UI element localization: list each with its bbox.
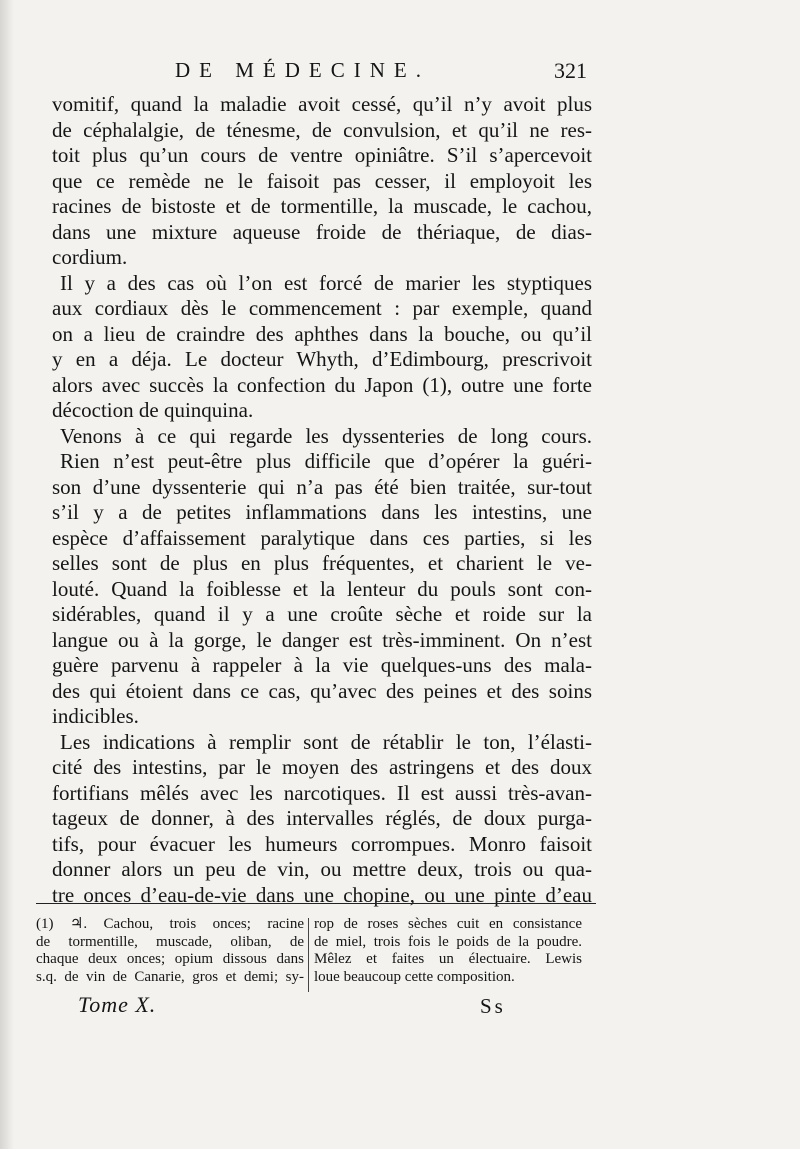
text-line: de céphalalgie, de ténesme, de convulsion, et qu’il ne res- <box>52 117 592 142</box>
text-line: Les indications à remplir sont de rétablir le ton, l’élasti- <box>60 729 592 754</box>
footnote-left-column <box>36 916 304 986</box>
text-line: tre onces d’eau-de-vie dans une chopine, ou une pinte d’eau <box>52 882 592 907</box>
footnote <box>36 916 596 996</box>
text-line: cité des intestins, par le moyen des astringens et des doux <box>52 755 592 779</box>
footnote-line: (1) ♃. Cachou, trois onces; racine <box>36 916 304 932</box>
footnote-line: loue beaucoup cette composition. <box>314 968 515 985</box>
text-line: vomitif, quand la maladie avoit cessé, qu’il n’y avoit plus <box>52 92 592 116</box>
text-line: des qui étoient dans ce cas, qu’avec des peines et des soins <box>52 678 592 703</box>
footnote-line: s.q. de vin de Canarie, gros et demi; sy- <box>36 968 304 985</box>
footnote-right-column <box>314 916 582 986</box>
footnote-line: Mêlez et faites un électuaire. Lewis <box>314 951 582 967</box>
text-line: Il y a des cas où l’on est forcé de marier les styptiques <box>60 270 592 295</box>
footnote-line: de miel, trois fois le poids de la poudre. <box>314 933 582 950</box>
text-line: guère parvenu à rappeler à la vie quelques-uns des mala- <box>52 653 592 677</box>
footnote-line: rop de roses sèches cuit en consistance <box>314 916 582 932</box>
text-line: cordium. <box>52 245 128 269</box>
text-line: langue ou à la gorge, le danger est très-imminent. On n’est <box>52 627 592 652</box>
text-line: racines de bistoste et de tormentille, la muscade, le cachou, <box>52 194 592 218</box>
page-number: 321 <box>554 58 587 83</box>
text-line: donner alors un peu de vin, ou mettre deux, trois ou qua- <box>52 857 592 881</box>
text-line: tageux de donner, à des intervalles réglés, de doux purga- <box>52 806 592 830</box>
text-line: y en a déja. Le docteur Whyth, d’Edimbourg, prescrivoit <box>52 347 592 371</box>
text-line: fortifians mêlés avec les narcotiques. Il est aussi très-avan- <box>52 780 592 805</box>
text-line: que ce remède ne le faisoit pas cesser, il employoit les <box>52 168 592 193</box>
text-line: sidérables, quand il y a une croûte sèche et roide sur la <box>52 602 592 626</box>
footnote-line: de tormentille, muscade, oliban, de <box>36 933 304 950</box>
text-line: décoction de quinquina. <box>52 398 254 422</box>
text-line: selles sont de plus en plus fréquentes, et charient le ve- <box>52 551 592 575</box>
running-head <box>55 58 595 90</box>
text-line: Venons à ce qui regarde les dyssenteries de long cours. <box>60 423 592 448</box>
text-line: on a lieu de craindre des aphthes dans la bouche, ou qu’il <box>52 321 592 346</box>
text-line: son d’une dyssenterie qui n’a pas été bien traitée, sur-tout <box>52 474 592 499</box>
footnote-line: chaque deux onces; opium dissous dans <box>36 951 304 967</box>
text-line: s’il y a de petites inflammations dans les intestins, une <box>52 500 592 524</box>
text-line: espèce d’affaissement paralytique dans ces parties, si les <box>52 525 592 550</box>
text-line: aux cordiaux dès le commencement : par exemple, quand <box>52 296 592 320</box>
running-title: DE MÉDECINE. <box>175 58 430 82</box>
text-line: dans une mixture aqueuse froide de thériaque, de dias- <box>52 219 592 244</box>
footnote-rule <box>36 903 596 904</box>
binding-shadow <box>0 0 14 1149</box>
text-line: louté. Quand la foiblesse et la lenteur du pouls sont con- <box>52 576 592 601</box>
text-line: Rien n’est peut-être plus difficile que d’opérer la guéri- <box>60 449 592 473</box>
volume-label: Tome X. <box>78 992 157 1017</box>
footnote-column-divider <box>308 918 309 992</box>
text-line: alors avec succès la confection du Japon (1), outre une forte <box>52 372 592 397</box>
text-line: toit plus qu’un cours de ventre opiniâtre. S’il s’apercevoit <box>52 143 592 167</box>
text-line: tifs, pour évacuer les humeurs corrompues. Monro faisoit <box>52 831 592 856</box>
body-text <box>52 92 592 908</box>
signature-mark: Ss <box>480 994 506 1018</box>
text-line: indicibles. <box>52 704 139 728</box>
